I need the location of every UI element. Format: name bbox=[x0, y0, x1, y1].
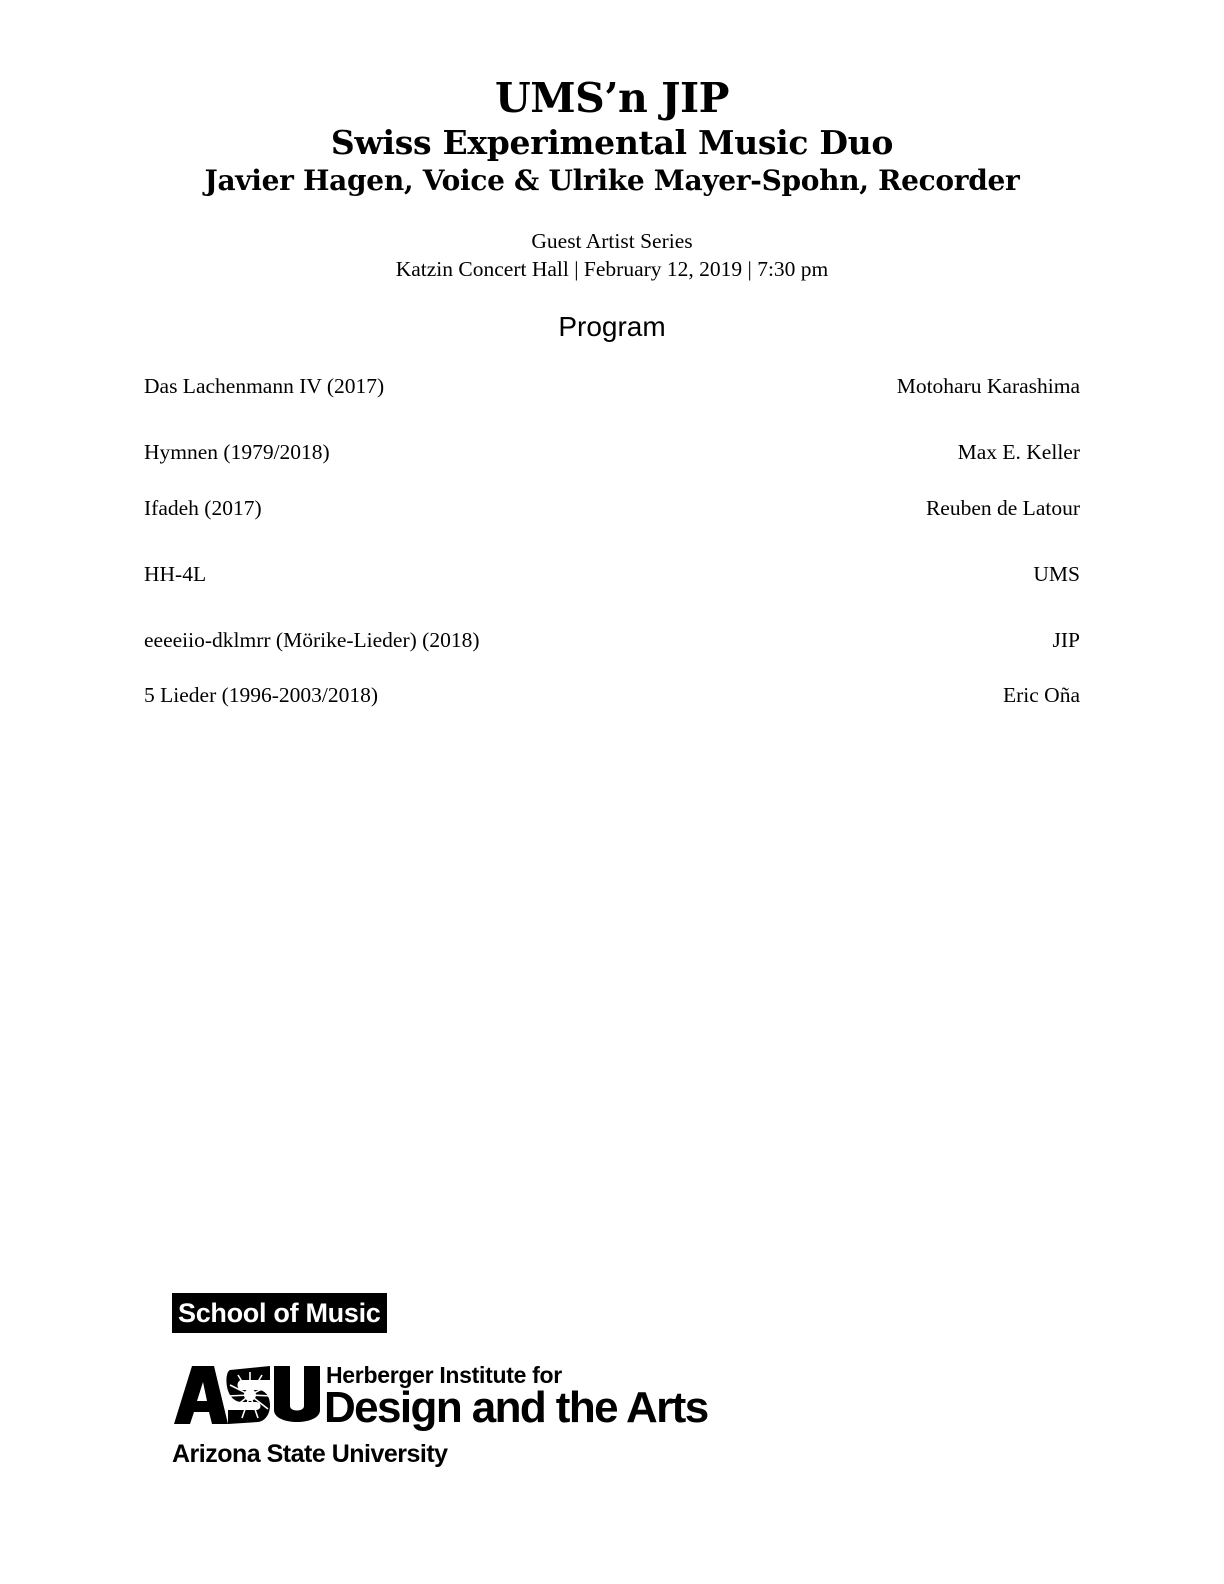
program-row bbox=[144, 680, 1080, 710]
school-of-music-badge: School of Music bbox=[172, 1293, 387, 1333]
page-subtitle: Swiss Experimental Music Duo bbox=[330, 123, 894, 162]
program-composer: Max E. Keller bbox=[957, 440, 1080, 464]
performers-line: Javier Hagen, Voice & Ulrike Mayer-Spohn, Recorder bbox=[204, 164, 1020, 197]
university-name: Arizona State University bbox=[172, 1440, 448, 1468]
page-title: UMS’n JIP bbox=[494, 74, 729, 122]
asu-logo-icon bbox=[172, 1362, 322, 1426]
program-composer: Eric Oña bbox=[1002, 683, 1080, 707]
program-work-title: HH-4L bbox=[144, 562, 207, 586]
program-row bbox=[144, 625, 1080, 655]
program-row bbox=[144, 437, 1080, 467]
program-composer: Reuben de Latour bbox=[925, 496, 1080, 520]
program-composer: Motoharu Karashima bbox=[896, 374, 1080, 398]
venue-date-time: Katzin Concert Hall | February 12, 2019 | 7:30 pm bbox=[395, 257, 829, 281]
program-work-title: Ifadeh (2017) bbox=[144, 496, 262, 520]
program-row bbox=[144, 371, 1080, 401]
program-work-title: 5 Lieder (1996-2003/2018) bbox=[144, 683, 379, 707]
program-work-title: Das Lachenmann IV (2017) bbox=[144, 374, 385, 398]
series-name: Guest Artist Series bbox=[531, 229, 693, 253]
program-heading: Program bbox=[558, 311, 666, 342]
program-composer: JIP bbox=[1052, 628, 1080, 652]
program-work-title: Hymnen (1979/2018) bbox=[144, 440, 330, 464]
program-row bbox=[144, 493, 1080, 523]
institute-name-line2: Design and the Arts bbox=[324, 1383, 708, 1432]
institute-name-line1: Herberger Institute for bbox=[326, 1362, 562, 1388]
program-composer: UMS bbox=[1033, 562, 1080, 586]
program-work-title: eeeeiio-dklmrr (Mörike-Lieder) (2018) bbox=[144, 628, 480, 652]
program-row bbox=[144, 559, 1080, 589]
